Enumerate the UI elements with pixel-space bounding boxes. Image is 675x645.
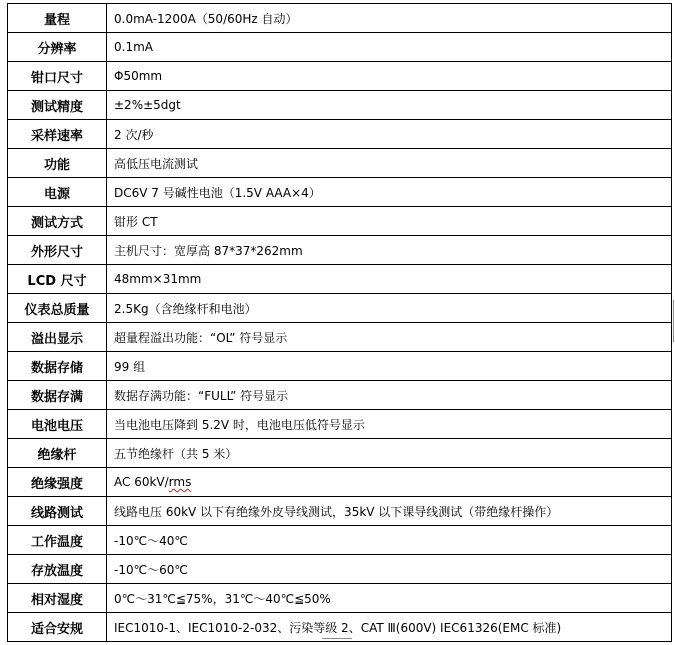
spec-value: IEC1010-1、IEC1010-2-032、污染等级 2、CAT Ⅲ(600V) IEC61326(EMC 标准) [107,613,672,642]
table-row [8,178,672,207]
spec-label: 分辨率 [8,33,107,62]
spec-label: 外形尺寸 [8,236,107,265]
spec-value: 钳形 CT [107,207,672,236]
spec-value: 2.5Kg（含绝缘杆和电池） [107,294,672,323]
spec-value: ±2%±5dgt [107,91,672,120]
table-row [8,584,672,613]
spec-value: 线路电压 60kV 以下有绝缘外皮导线测试，35kV 以下课导线测试（带绝缘杆操作） [107,497,672,526]
spec-value: 2 次/秒 [107,120,672,149]
spec-value: 48mm×31mm [107,265,672,294]
spec-label: 适合安规 [8,613,107,642]
spec-label: 电源 [8,178,107,207]
spec-value: 数据存满功能：“FULL” 符号显示 [107,381,672,410]
page-edge-marker [673,300,674,342]
spec-value: 0℃～31℃≦75%，31℃～40℃≦50% [107,584,672,613]
table-row [8,236,672,265]
table-row [8,265,672,294]
table-row [8,410,672,439]
spec-value: -10℃～40℃ [107,526,672,555]
table-row [8,468,672,497]
spec-value: DC6V 7 号碱性电池（1.5V AAA×4） [107,178,672,207]
table-row [8,555,672,584]
spec-label: 溢出显示 [8,323,107,352]
table-row [8,323,672,352]
spec-value: 高低压电流测试 [107,149,672,178]
table-row [8,439,672,468]
table-row [8,497,672,526]
table-row [8,381,672,410]
spec-value: 99 组 [107,352,672,381]
spellcheck-flagged-text: rms [168,475,192,489]
spec-label: 数据存储 [8,352,107,381]
spec-label: 数据存满 [8,381,107,410]
spec-label: 测试方式 [8,207,107,236]
spec-label: 量程 [8,4,107,33]
spec-value: 主机尺寸：宽厚高 87*37*262mm [107,236,672,265]
spec-label: 钳口尺寸 [8,62,107,91]
spec-label: 仪表总质量 [8,294,107,323]
spec-value: 0.1mA [107,33,672,62]
spec-label: 电池电压 [8,410,107,439]
spec-label: 线路测试 [8,497,107,526]
spec-label: 相对湿度 [8,584,107,613]
spec-label: 测试精度 [8,91,107,120]
table-row [8,352,672,381]
spec-value: 0.0mA-1200A（50/60Hz 自动） [107,4,672,33]
spec-label: 功能 [8,149,107,178]
spec-value: 当电池电压降到 5.2V 时，电池电压低符号显示 [107,410,672,439]
spec-value-text: AC 60kV/ [114,475,169,489]
table-row [8,91,672,120]
spec-value: 超量程溢出功能：“OL” 符号显示 [107,323,672,352]
page-edge-marker [322,638,352,639]
table-row [8,33,672,62]
spec-label: 绝缘强度 [8,468,107,497]
table-row [8,4,672,33]
spec-label: 绝缘杆 [8,439,107,468]
table-row [8,294,672,323]
spec-label: 存放温度 [8,555,107,584]
spec-label: LCD 尺寸 [8,265,107,294]
spec-value: -10℃～60℃ [107,555,672,584]
spec-table [7,3,672,642]
table-row [8,120,672,149]
spec-value: Φ50mm [107,62,672,91]
spec-value [107,468,672,497]
table-row [8,207,672,236]
table-row [8,526,672,555]
table-row [8,62,672,91]
table-row [8,149,672,178]
spec-value: 五节绝缘杆（共 5 米） [107,439,672,468]
spec-label: 采样速率 [8,120,107,149]
spec-label: 工作温度 [8,526,107,555]
